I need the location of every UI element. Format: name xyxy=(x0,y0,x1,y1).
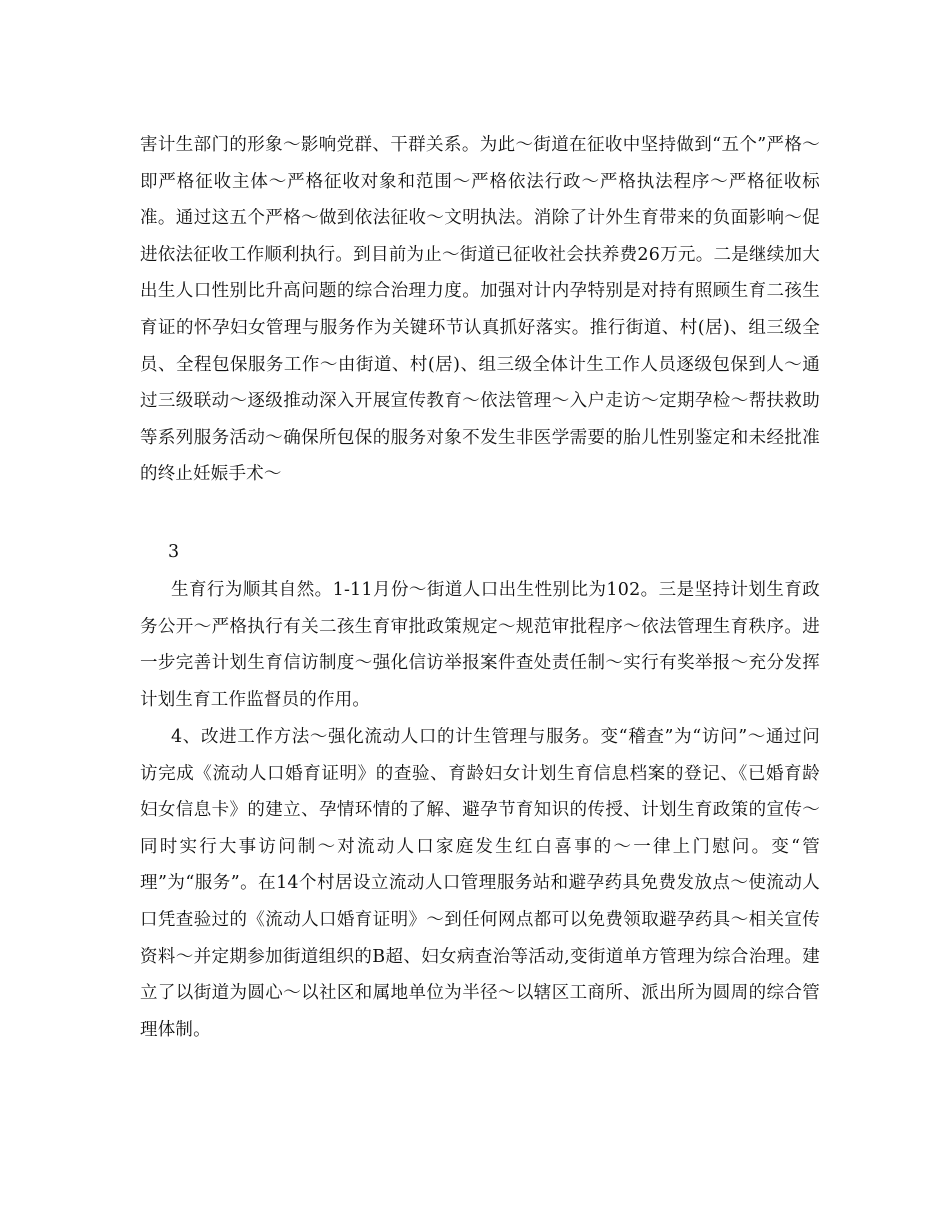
page-number: 3 xyxy=(168,542,180,562)
body-paragraph-3: 4、改进工作方法～强化流动人口的计生管理与服务。变“稽查”为“访问”～通过问访完成《流动人口婚育证明》的查验、育龄妇女计划生育信息档案的登记、《已婚育龄妇女信息卡》的建立、孕情环情的了解、避孕节育知识的传授、计划生育政策的宣传～同时实行大事访问制～对流动人口家庭发生红白喜事的～一律上门慰问。变“管理”为“服务”。在14个村居设立流动人口管理服务站和避孕药具免费发放点～使流动人口凭查验过的《流动人口婚育证明》～到任何网点都可以免费领取避孕药具～相关宣传资料～并定期参加街道组织的B超、妇女病查治等活动,变街道单方管理为综合治理。建立了以街道为圆心～以社区和属地单位为半径～以辖区工商所、派出所为圆周的综合管理体制。 xyxy=(140,727,820,1040)
body-paragraph-1: 害计生部门的形象～影响党群、干群关系。为此～街道在征收中坚持做到“五个”严格～即严格征收主体～严格征收对象和范围～严格依法行政～严格执法程序～严格征收标准。通过这五个严格～做到依法征收～文明执法。消除了计外生育带来的负面影响～促进依法征收工作顺利执行。到目前为止～街道已征收社会扶养费26万元。二是继续加大出生人口性别比升高问题的综合治理力度。加强对计内孕特别是对持有照顾生育二孩生育证的怀孕妇女管理与服务作为关键环节认真抓好落实。推行街道、村(居)、组三级全员、全程包保服务工作～由街道、村(居)、组三级全体计生工作人员逐级包保到人～通过三级联动～逐级推动深入开展宣传教育～依法管理～入户走访～定期孕检～帮扶救助等系列服务活动～确保所包保的服务对象不发生非医学需要的胎儿性别鉴定和未经批准的终止妊娠手术～ xyxy=(140,135,820,485)
body-paragraph-2: 生育行为顺其自然。1-11月份～街道人口出生性别比为102。三是坚持计划生育政务公开～严格执行有关二孩生育审批政策规定～规范审批程序～依法管理生育秩序。进一步完善计划生育信访制度～强化信访举报案件查处责任制～实行有奖举报～充分发挥计划生育工作监督员的作用。 xyxy=(140,580,820,710)
